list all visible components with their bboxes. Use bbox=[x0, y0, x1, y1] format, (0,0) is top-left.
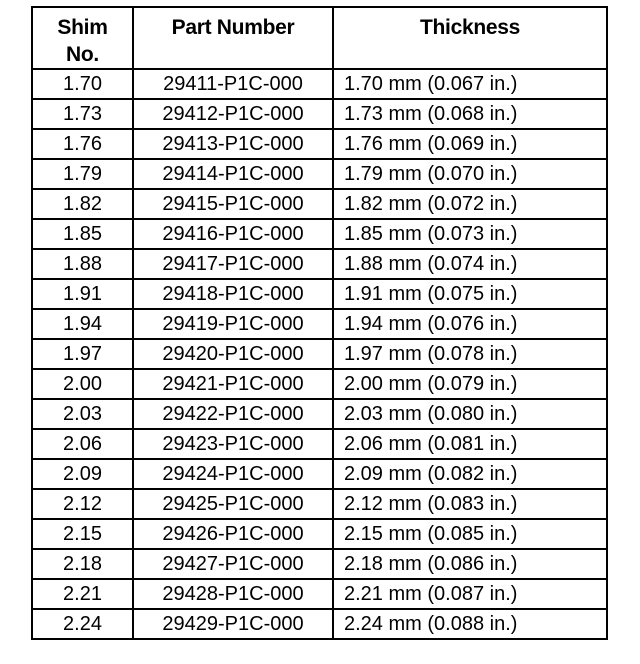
cell-shim-no: 1.79 bbox=[32, 159, 133, 189]
table-row bbox=[32, 69, 607, 99]
table-body bbox=[32, 69, 607, 639]
cell-part-number: 29415-P1C-000 bbox=[133, 189, 333, 219]
cell-thickness: 2.15 mm (0.085 in.) bbox=[333, 519, 607, 549]
cell-part-number: 29413-P1C-000 bbox=[133, 129, 333, 159]
cell-part-number: 29411-P1C-000 bbox=[133, 69, 333, 99]
table-row bbox=[32, 579, 607, 609]
cell-shim-no: 1.73 bbox=[32, 99, 133, 129]
cell-part-number: 29418-P1C-000 bbox=[133, 279, 333, 309]
table-row bbox=[32, 399, 607, 429]
cell-part-number: 29414-P1C-000 bbox=[133, 159, 333, 189]
cell-thickness: 2.06 mm (0.081 in.) bbox=[333, 429, 607, 459]
cell-part-number: 29416-P1C-000 bbox=[133, 219, 333, 249]
table-row bbox=[32, 459, 607, 489]
cell-part-number: 29428-P1C-000 bbox=[133, 579, 333, 609]
cell-thickness: 1.91 mm (0.075 in.) bbox=[333, 279, 607, 309]
cell-thickness: 2.12 mm (0.083 in.) bbox=[333, 489, 607, 519]
table-row bbox=[32, 489, 607, 519]
header-shim-line1: Shim bbox=[57, 16, 108, 39]
cell-thickness: 1.94 mm (0.076 in.) bbox=[333, 309, 607, 339]
header-shim-line2: No. bbox=[66, 43, 99, 66]
cell-shim-no: 1.94 bbox=[32, 309, 133, 339]
cell-thickness: 1.73 mm (0.068 in.) bbox=[333, 99, 607, 129]
cell-part-number: 29420-P1C-000 bbox=[133, 339, 333, 369]
cell-shim-no: 2.09 bbox=[32, 459, 133, 489]
cell-shim-no: 2.12 bbox=[32, 489, 133, 519]
cell-shim-no: 1.88 bbox=[32, 249, 133, 279]
cell-shim-no: 1.85 bbox=[32, 219, 133, 249]
cell-shim-no: 2.15 bbox=[32, 519, 133, 549]
header-thickness: Thickness bbox=[333, 7, 607, 69]
cell-shim-no: 2.24 bbox=[32, 609, 133, 639]
table-row bbox=[32, 309, 607, 339]
table-row bbox=[32, 339, 607, 369]
header-row bbox=[32, 7, 607, 69]
table-row bbox=[32, 519, 607, 549]
table-row bbox=[32, 279, 607, 309]
table-row bbox=[32, 549, 607, 579]
cell-thickness: 2.09 mm (0.082 in.) bbox=[333, 459, 607, 489]
cell-shim-no: 1.91 bbox=[32, 279, 133, 309]
table-row bbox=[32, 249, 607, 279]
cell-shim-no: 2.03 bbox=[32, 399, 133, 429]
cell-part-number: 29423-P1C-000 bbox=[133, 429, 333, 459]
cell-thickness: 2.03 mm (0.080 in.) bbox=[333, 399, 607, 429]
table-row bbox=[32, 609, 607, 639]
cell-thickness: 1.88 mm (0.074 in.) bbox=[333, 249, 607, 279]
cell-part-number: 29412-P1C-000 bbox=[133, 99, 333, 129]
header-shim-no bbox=[32, 7, 133, 69]
cell-shim-no: 2.00 bbox=[32, 369, 133, 399]
cell-part-number: 29417-P1C-000 bbox=[133, 249, 333, 279]
cell-thickness: 2.18 mm (0.086 in.) bbox=[333, 549, 607, 579]
cell-thickness: 1.79 mm (0.070 in.) bbox=[333, 159, 607, 189]
table-row bbox=[32, 159, 607, 189]
cell-part-number: 29422-P1C-000 bbox=[133, 399, 333, 429]
cell-shim-no: 1.97 bbox=[32, 339, 133, 369]
cell-thickness: 1.85 mm (0.073 in.) bbox=[333, 219, 607, 249]
cell-shim-no: 1.76 bbox=[32, 129, 133, 159]
cell-thickness: 1.76 mm (0.069 in.) bbox=[333, 129, 607, 159]
cell-thickness: 2.21 mm (0.087 in.) bbox=[333, 579, 607, 609]
table-row bbox=[32, 129, 607, 159]
cell-shim-no: 2.06 bbox=[32, 429, 133, 459]
cell-thickness: 1.70 mm (0.067 in.) bbox=[333, 69, 607, 99]
table-row bbox=[32, 429, 607, 459]
cell-thickness: 1.97 mm (0.078 in.) bbox=[333, 339, 607, 369]
cell-thickness: 1.82 mm (0.072 in.) bbox=[333, 189, 607, 219]
cell-part-number: 29424-P1C-000 bbox=[133, 459, 333, 489]
cell-thickness: 2.24 mm (0.088 in.) bbox=[333, 609, 607, 639]
cell-shim-no: 2.18 bbox=[32, 549, 133, 579]
table-header bbox=[32, 7, 607, 69]
cell-part-number: 29427-P1C-000 bbox=[133, 549, 333, 579]
cell-part-number: 29419-P1C-000 bbox=[133, 309, 333, 339]
cell-part-number: 29426-P1C-000 bbox=[133, 519, 333, 549]
table-row bbox=[32, 369, 607, 399]
cell-part-number: 29421-P1C-000 bbox=[133, 369, 333, 399]
table-row bbox=[32, 99, 607, 129]
cell-shim-no: 2.21 bbox=[32, 579, 133, 609]
shim-table-sheet bbox=[31, 6, 606, 640]
cell-thickness: 2.00 mm (0.079 in.) bbox=[333, 369, 607, 399]
shim-table bbox=[31, 6, 608, 640]
cell-part-number: 29429-P1C-000 bbox=[133, 609, 333, 639]
cell-part-number: 29425-P1C-000 bbox=[133, 489, 333, 519]
cell-shim-no: 1.70 bbox=[32, 69, 133, 99]
header-part-number: Part Number bbox=[133, 7, 333, 69]
cell-shim-no: 1.82 bbox=[32, 189, 133, 219]
table-row bbox=[32, 189, 607, 219]
table-row bbox=[32, 219, 607, 249]
